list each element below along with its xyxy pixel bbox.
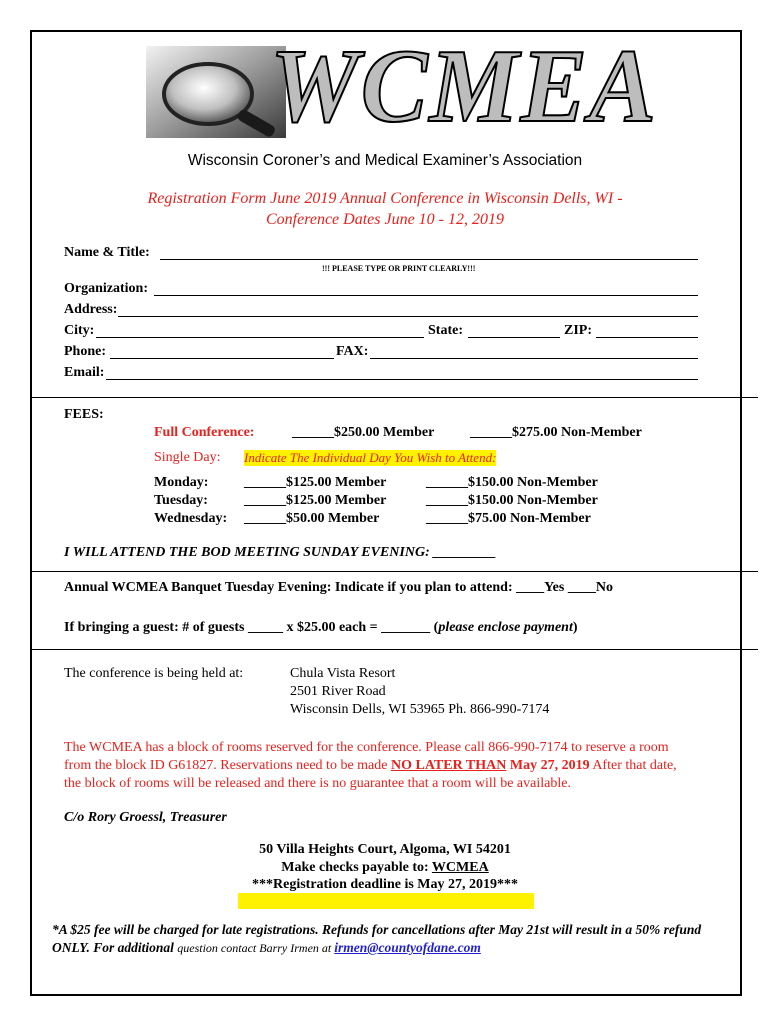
- organization-line[interactable]: [154, 295, 698, 296]
- single-day-label: Single Day:: [154, 450, 221, 465]
- divider: [32, 571, 758, 572]
- rooms-after-date: After that date,: [589, 758, 677, 773]
- address-line[interactable]: [118, 316, 698, 317]
- guest-line-payment-note: please enclose payment: [438, 620, 573, 635]
- treasurer-line: C/o Rory Groessl, Treasurer: [64, 810, 227, 825]
- magnifying-glass-logo: [146, 46, 286, 138]
- city-label: City:: [64, 323, 95, 338]
- phone-line[interactable]: [110, 358, 334, 359]
- name-title-label: Name & Title:: [64, 245, 150, 260]
- venue-label: The conference is being held at:: [64, 666, 244, 681]
- full-conference-label: Full Conference:: [154, 425, 255, 440]
- rooms-line2-text: from the block ID G61827. Reservations need to be made: [64, 758, 391, 773]
- zip-label: ZIP:: [564, 323, 592, 338]
- city-line[interactable]: [96, 337, 424, 338]
- rooms-line3: the block of rooms will be released and there is no guarantee that a room will be available.: [64, 776, 571, 791]
- address-label: Address:: [64, 302, 118, 317]
- email-label: Email:: [64, 365, 105, 380]
- fees-heading: FEES:: [64, 407, 104, 422]
- payable-label: Make checks payable to:: [281, 860, 432, 875]
- banquet-line[interactable]: Annual WCMEA Banquet Tuesday Evening: Indicate if you plan to attend: ____Yes ____No: [64, 580, 613, 595]
- association-name: Wisconsin Coroner’s and Medical Examiner’s Association: [187, 152, 583, 169]
- mailing-address: 50 Villa Heights Court, Algoma, WI 54201: [259, 842, 511, 857]
- venue-name: Chula Vista Resort: [290, 666, 396, 681]
- monday-member-fee[interactable]: ______$125.00 Member: [244, 475, 387, 490]
- email-line[interactable]: [106, 379, 698, 380]
- guest-line[interactable]: [64, 620, 578, 636]
- tuesday-nonmember-fee[interactable]: ______$150.00 Non-Member: [426, 493, 598, 508]
- divider: [32, 649, 758, 650]
- rooms-line1: The WCMEA has a block of rooms reserved for the conference. Please call 866-990-7174 to reserve a room: [64, 740, 669, 755]
- state-label: State:: [428, 323, 463, 338]
- registration-title-line2: Conference Dates June 10 - 12, 2019: [265, 211, 504, 228]
- tuesday-member-fee[interactable]: ______$125.00 Member: [244, 493, 387, 508]
- contact-text: question contact Barry Irmen at: [177, 941, 335, 955]
- day-tuesday-label: Tuesday:: [154, 493, 208, 508]
- registration-title-line1: Registration Form June 2019 Annual Conference in Wisconsin Dells, WI -: [147, 190, 623, 207]
- contact-email-link[interactable]: irmen@countyofdane.com: [334, 940, 481, 955]
- registration-deadline: ***Registration deadline is May 27, 2019***: [252, 877, 518, 892]
- rooms-line2: [64, 758, 677, 774]
- zip-line[interactable]: [596, 337, 698, 338]
- payable-line: [0, 860, 770, 876]
- payee: WCMEA: [431, 860, 489, 875]
- day-monday-label: Monday:: [154, 475, 209, 490]
- fax-label: FAX:: [336, 344, 369, 359]
- single-day-note: Indicate The Individual Day You Wish to Attend:: [244, 450, 497, 465]
- day-wednesday-label: Wednesday:: [154, 511, 228, 526]
- guest-line-text: If bringing a guest: # of guests _____ x $25.00 each = _______ (: [64, 620, 439, 635]
- venue-street: 2501 River Road: [290, 684, 386, 699]
- state-line[interactable]: [468, 337, 560, 338]
- wednesday-member-fee[interactable]: ______$50.00 Member: [244, 511, 380, 526]
- phone-label: Phone:: [64, 344, 106, 359]
- print-clearly-note: !!! PLEASE TYPE OR PRINT CLEARLY!!!: [322, 264, 476, 273]
- late-fee-note: *A $25 fee will be charged for late registrations. Refunds for cancellations after May 21st will result in a 50% refund: [52, 922, 702, 937]
- full-nonmember-fee[interactable]: ______$275.00 Non-Member: [470, 425, 642, 440]
- wednesday-nonmember-fee[interactable]: ______$75.00 Non-Member: [426, 511, 591, 526]
- rooms-deadline-date: May 27, 2019: [506, 758, 590, 773]
- fax-line[interactable]: [370, 358, 698, 359]
- venue-city-phone: Wisconsin Dells, WI 53965 Ph. 866-990-7174: [290, 702, 550, 717]
- only-label: ONLY. For additional: [52, 940, 178, 955]
- guest-line-close: ): [572, 620, 578, 635]
- full-member-fee[interactable]: ______$250.00 Member: [292, 425, 435, 440]
- highlight-bar: [238, 893, 534, 909]
- bod-meeting-line[interactable]: I WILL ATTEND THE BOD MEETING SUNDAY EVENING: _________: [64, 545, 497, 560]
- monday-nonmember-fee[interactable]: ______$150.00 Non-Member: [426, 475, 598, 490]
- wcmea-logo-text: WCMEA: [270, 27, 658, 145]
- organization-label: Organization:: [64, 281, 148, 296]
- contact-note: [52, 940, 481, 956]
- divider: [32, 397, 758, 398]
- no-later-than: NO LATER THAN: [390, 758, 507, 773]
- name-title-line[interactable]: [160, 259, 698, 260]
